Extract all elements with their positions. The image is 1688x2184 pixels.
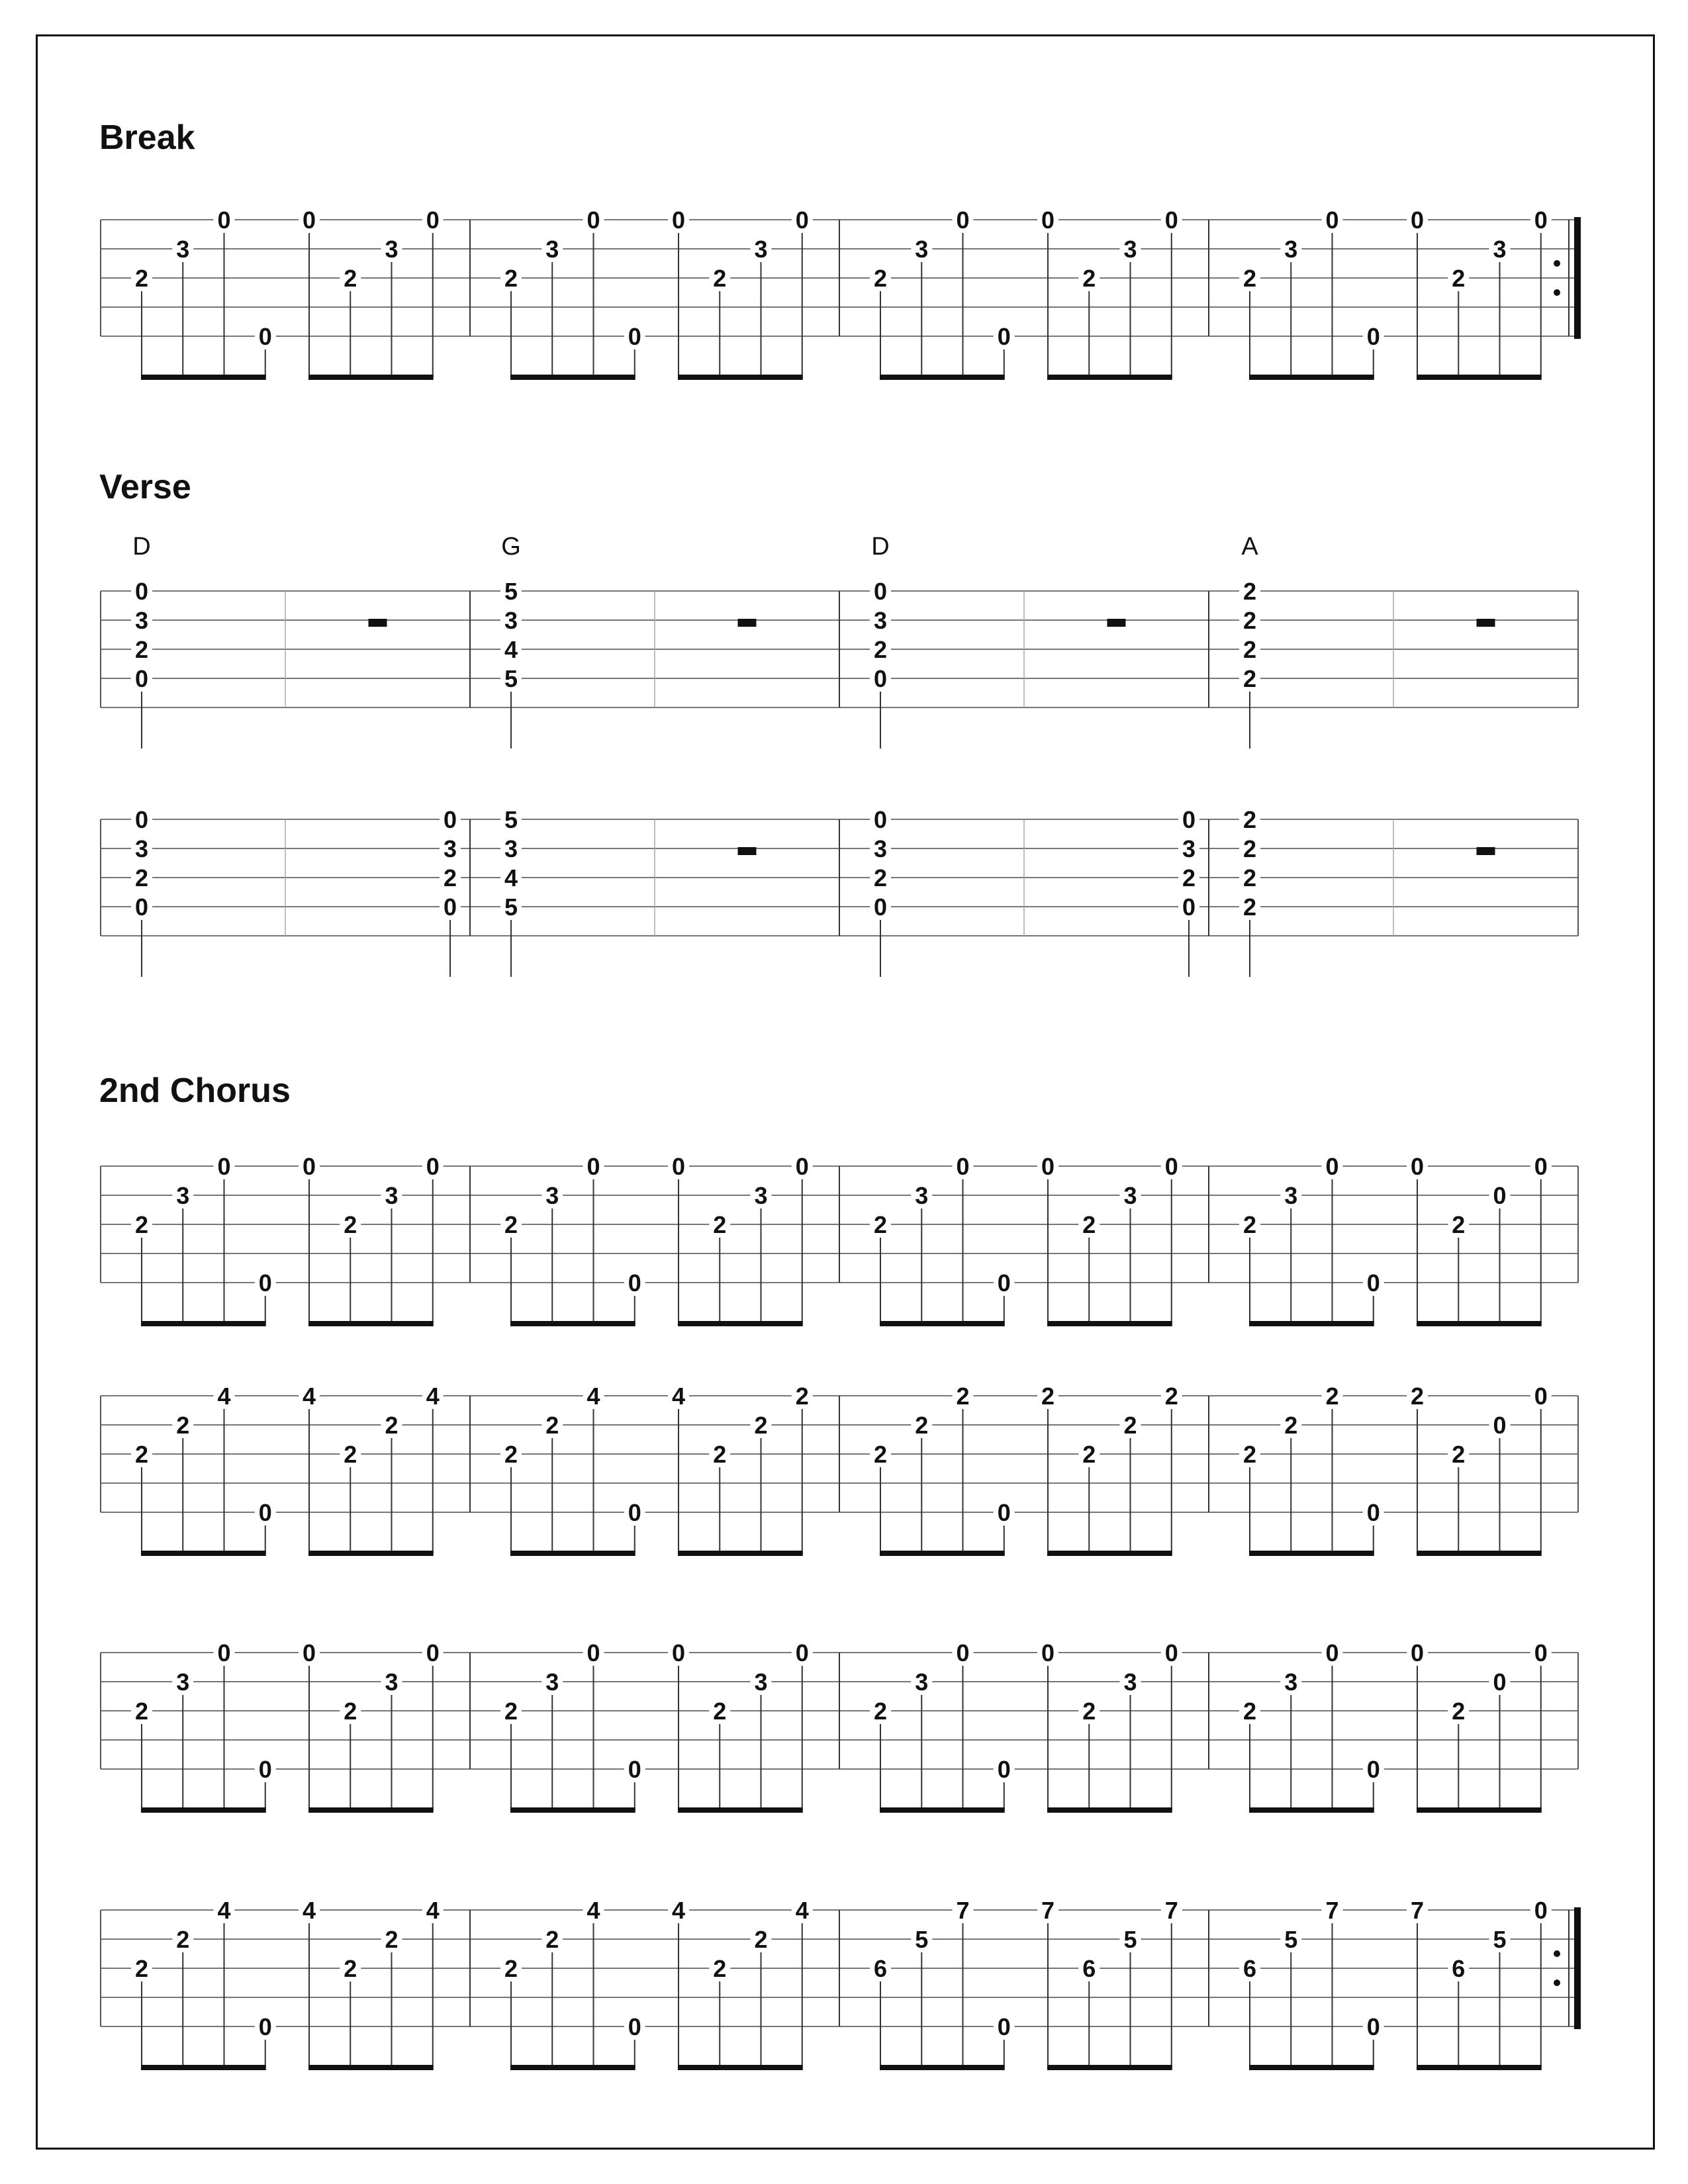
chorus-system-4-fret-number: 6: [1452, 1955, 1466, 1982]
chorus-system-1-fret-number: 0: [1041, 1153, 1055, 1180]
chorus-system-4-fret-number: 2: [504, 1955, 518, 1982]
chorus-system-2-fret-number: 2: [956, 1383, 970, 1410]
chorus-system-2-fret-number: 4: [586, 1383, 600, 1410]
chorus-system-2-beam: [1417, 1551, 1542, 1556]
chorus-system-3-fret-number: 2: [344, 1698, 357, 1725]
break-system-fret-number: 3: [545, 236, 559, 263]
chorus-system-1-fret-number: 0: [1164, 1153, 1178, 1180]
chorus-system-4-fret-number: 2: [134, 1955, 149, 1982]
chorus-system-3-fret-number: 0: [628, 1756, 641, 1783]
chorus-system-1-fret-number: 2: [713, 1211, 727, 1238]
chorus-system-1-fret-number: 0: [586, 1153, 600, 1180]
break-system-beam: [1417, 375, 1542, 380]
chorus-system-3-fret-number: 2: [504, 1698, 518, 1725]
break-system-fret-number: 2: [713, 265, 727, 292]
chorus-system-4-fret-number: 7: [956, 1897, 970, 1924]
chorus-system-3-fret-number: 0: [956, 1639, 970, 1666]
verse-system-1-fret-number: 2: [1243, 636, 1257, 663]
break-system-fret-number: 2: [1452, 265, 1466, 292]
chorus-system-2-fret-number: 0: [1493, 1412, 1507, 1439]
verse-system-2-fret-number: 4: [504, 864, 518, 891]
chorus-system-2-fret-number: 2: [504, 1441, 518, 1468]
break-system-end-repeat-dot: [1554, 260, 1560, 267]
chorus-system-3-fret-number: 0: [217, 1639, 231, 1666]
break-system-fret-number: 0: [426, 206, 440, 234]
break-system-fret-number: 2: [873, 265, 888, 292]
chorus-system-2-fret-number: 2: [1325, 1383, 1339, 1410]
chorus-system-2-fret-number: 2: [915, 1412, 929, 1439]
chorus-system-4-fret-number: 7: [1041, 1897, 1055, 1924]
chorus-system-3-fret-number: 2: [134, 1698, 149, 1725]
chorus-system-1-fret-number: 3: [176, 1182, 190, 1209]
chorus-system-1-fret-number: 2: [1082, 1211, 1096, 1238]
verse-system-2-fret-number: 0: [443, 893, 457, 921]
chorus-system-4-beam: [1249, 2065, 1374, 2070]
verse-system-1-fret-number: 2: [873, 636, 888, 663]
verse-system-1-fret-number: 4: [504, 636, 518, 663]
chorus-system-3-fret-number: 2: [713, 1698, 727, 1725]
chorus-system-2-fret-number: 4: [671, 1383, 686, 1410]
verse-system-2-fret-number: 0: [134, 806, 149, 833]
verse-system-1-fret-number: 2: [1243, 665, 1257, 692]
chorus-system-1-beam: [1047, 1321, 1172, 1326]
chorus-system-1-beam: [510, 1321, 635, 1326]
chorus-system-1-fret-number: 0: [1410, 1153, 1425, 1180]
verse-system-2-fret-number: 0: [443, 806, 457, 833]
break-system-fret-number: 3: [385, 236, 399, 263]
chorus-system-2-beam: [1047, 1551, 1172, 1556]
break-system-end-repeat-thick: [1574, 217, 1581, 339]
break-system-beam: [1249, 375, 1374, 380]
verse-system-1-fret-number: 5: [504, 578, 518, 605]
chorus-system-2-fret-number: 4: [302, 1383, 316, 1410]
verse-system-1-chord-name: A: [1241, 533, 1258, 561]
chorus-system-4-fret-number: 0: [258, 2013, 272, 2040]
break-system-fret-number: 2: [1082, 265, 1096, 292]
chorus-system-4-fret-number: 6: [1243, 1955, 1257, 1982]
chorus-system-4-fret-number: 0: [997, 2013, 1011, 2040]
chorus-system-2-fret-number: 2: [754, 1412, 768, 1439]
chorus-system-4-beam: [880, 2065, 1005, 2070]
verse-system-1-fret-number: 3: [504, 607, 518, 634]
chorus-system-2-fret-number: 2: [176, 1412, 190, 1439]
chorus-system-2-fret-number: 2: [344, 1441, 357, 1468]
chorus-system-3-fret-number: 3: [754, 1668, 768, 1696]
verse-system-1-fret-number: 0: [873, 578, 888, 605]
verse-system-2-fret-number: 2: [1182, 864, 1196, 891]
chorus-system-1-fret-number: 0: [1366, 1269, 1380, 1297]
verse-system-2-fret-number: 0: [873, 806, 888, 833]
chorus-system-1-beam: [880, 1321, 1005, 1326]
chorus-system-2-beam: [510, 1551, 635, 1556]
chorus-system-3-fret-number: 0: [1325, 1639, 1339, 1666]
chorus-system-1-beam: [141, 1321, 266, 1326]
verse-system-1-fret-number: 3: [134, 607, 149, 634]
chorus-system-3-fret-number: 0: [1041, 1639, 1055, 1666]
chorus-system-3-beam: [141, 1807, 266, 1813]
chorus-system-2-fret-number: 2: [1164, 1383, 1178, 1410]
chorus-system-1-fret-number: 0: [997, 1269, 1011, 1297]
chorus-system-2-fret-number: 2: [545, 1412, 559, 1439]
chorus-system-1-fret-number: 0: [1534, 1153, 1548, 1180]
chorus-system-2-fret-number: 2: [1284, 1412, 1298, 1439]
chorus-system-2-beam: [678, 1551, 803, 1556]
chorus-system-4-fret-number: 7: [1325, 1897, 1339, 1924]
chorus-system-3-beam: [678, 1807, 803, 1813]
chorus-system-1-fret-number: 3: [1284, 1182, 1298, 1209]
verse-system-1-fret-number: 0: [134, 665, 149, 692]
chorus-system-2-fret-number: 4: [426, 1383, 440, 1410]
chorus-system-3-fret-number: 0: [302, 1639, 316, 1666]
chorus-system-3-fret-number: 2: [873, 1698, 888, 1725]
chorus-system-4-fret-number: 2: [385, 1926, 399, 1953]
verse-system-2-fret-number: 5: [504, 806, 518, 833]
verse-system-2-fret-number: 0: [873, 893, 888, 921]
chorus-system-4-fret-number: 4: [217, 1897, 231, 1924]
chorus-system-3-beam: [308, 1807, 434, 1813]
chorus-system-4-fret-number: 0: [1534, 1897, 1548, 1924]
break-system-fret-number: 0: [1366, 323, 1380, 350]
chorus-system-4-fret-number: 5: [915, 1926, 929, 1953]
chorus-system-2-beam: [1249, 1551, 1374, 1556]
break-system-beam: [1047, 375, 1172, 380]
break-system-fret-number: 0: [1410, 206, 1425, 234]
chorus-system-3-beam: [510, 1807, 635, 1813]
chorus-system-2-beam: [308, 1551, 434, 1556]
chorus-system-4-beam: [678, 2065, 803, 2070]
break-system-beam: [308, 375, 434, 380]
break-system-fret-number: 0: [217, 206, 231, 234]
verse-system-1-fret-number: 0: [873, 665, 888, 692]
chorus-system-1-beam: [1417, 1321, 1542, 1326]
section-title-break: Break: [99, 118, 195, 157]
break-system-fret-number: 2: [344, 265, 357, 292]
chorus-system-4-fret-number: 5: [1284, 1926, 1298, 1953]
chorus-system-1-fret-number: 0: [795, 1153, 809, 1180]
verse-system-1-fret-number: 0: [134, 578, 149, 605]
break-system-fret-number: 0: [1041, 206, 1055, 234]
chorus-system-3-beam: [880, 1807, 1005, 1813]
chorus-system-1-fret-number: 2: [873, 1211, 888, 1238]
verse-system-1-fret-number: 2: [1243, 607, 1257, 634]
chorus-system-2-fret-number: 0: [628, 1499, 641, 1526]
chorus-system-4-beam: [308, 2065, 434, 2070]
verse-system-2-fret-number: 2: [873, 864, 888, 891]
chorus-system-4-fret-number: 4: [302, 1897, 316, 1924]
chorus-system-2-fret-number: 0: [1534, 1383, 1548, 1410]
verse-system-2-fret-number: 3: [134, 835, 149, 862]
chorus-system-4-beam: [141, 2065, 266, 2070]
verse-system-2-fret-number: 2: [134, 864, 149, 891]
chorus-system-1-beam: [678, 1321, 803, 1326]
chorus-system-1-fret-number: 2: [344, 1211, 357, 1238]
chorus-system-1-fret-number: 0: [1493, 1182, 1507, 1209]
chorus-system-3-fret-number: 3: [915, 1668, 929, 1696]
break-system-fret-number: 0: [997, 323, 1011, 350]
chorus-system-1-fret-number: 0: [628, 1269, 641, 1297]
verse-system-2-fret-number: 2: [1243, 864, 1257, 891]
break-system-fret-number: 0: [795, 206, 809, 234]
chorus-system-2-fret-number: 2: [873, 1441, 888, 1468]
chorus-system-2-beam: [141, 1551, 266, 1556]
break-system-fret-number: 3: [1123, 236, 1137, 263]
break-system-beam: [510, 375, 635, 380]
chorus-system-2-beam: [880, 1551, 1005, 1556]
break-system-fret-number: 2: [134, 265, 149, 292]
chorus-system-4-fret-number: 2: [344, 1955, 357, 1982]
chorus-system-3-fret-number: 0: [1534, 1639, 1548, 1666]
break-system-beam: [141, 375, 266, 380]
verse-system-2-fret-number: 2: [1243, 835, 1257, 862]
chorus-system-4-fret-number: 0: [628, 2013, 641, 2040]
verse-system-1-half-rest: [1477, 619, 1495, 627]
chorus-system-4-fret-number: 0: [1366, 2013, 1380, 2040]
chorus-system-1-fret-number: 2: [1452, 1211, 1466, 1238]
chorus-system-3-beam: [1417, 1807, 1542, 1813]
chorus-system-4-fret-number: 7: [1410, 1897, 1425, 1924]
chorus-system-1-fret-number: 3: [385, 1182, 399, 1209]
chorus-system-1-fret-number: 0: [258, 1269, 272, 1297]
chorus-system-3-fret-number: 0: [1493, 1668, 1507, 1696]
break-system-fret-number: 0: [956, 206, 970, 234]
chorus-system-2-fret-number: 2: [1123, 1412, 1137, 1439]
chorus-system-2-fret-number: 2: [1410, 1383, 1425, 1410]
break-system-beam: [880, 375, 1005, 380]
verse-system-2-fret-number: 3: [504, 835, 518, 862]
break-system-beam: [678, 375, 803, 380]
chorus-system-3-beam: [1249, 1807, 1374, 1813]
chorus-system-3-fret-number: 0: [1164, 1639, 1178, 1666]
chorus-system-1-fret-number: 2: [1243, 1211, 1257, 1238]
chorus-system-2-fret-number: 4: [217, 1383, 231, 1410]
chorus-system-4-fret-number: 4: [795, 1897, 809, 1924]
verse-system-2-fret-number: 0: [1182, 893, 1196, 921]
chorus-system-4-fret-number: 6: [1082, 1955, 1096, 1982]
verse-system-2-fret-number: 2: [1243, 893, 1257, 921]
chorus-system-1-fret-number: 3: [754, 1182, 768, 1209]
verse-system-2-half-rest: [1477, 847, 1495, 855]
verse-system-2-fret-number: 3: [873, 835, 888, 862]
break-system-fret-number: 3: [1493, 236, 1507, 263]
verse-system-2-fret-number: 3: [1182, 835, 1196, 862]
chorus-system-2-fret-number: 2: [795, 1383, 809, 1410]
chorus-system-2-fret-number: 0: [1366, 1499, 1380, 1526]
chorus-system-3-fret-number: 3: [545, 1668, 559, 1696]
chorus-system-2-fret-number: 2: [134, 1441, 149, 1468]
chorus-system-4-end-repeat-dot: [1554, 1979, 1560, 1986]
chorus-system-4-fret-number: 5: [1493, 1926, 1507, 1953]
verse-system-1-fret-number: 2: [134, 636, 149, 663]
chorus-system-2-fret-number: 0: [258, 1499, 272, 1526]
chorus-system-4-fret-number: 7: [1164, 1897, 1178, 1924]
verse-system-1-half-rest: [1107, 619, 1126, 627]
chorus-system-4-fret-number: 6: [873, 1955, 888, 1982]
break-system-fret-number: 3: [1284, 236, 1298, 263]
break-system-fret-number: 0: [1325, 206, 1339, 234]
section-title-2nd-chorus: 2nd Chorus: [99, 1071, 291, 1110]
chorus-system-2-fret-number: 2: [385, 1412, 399, 1439]
chorus-system-4-end-repeat-thick: [1574, 1907, 1581, 2029]
verse-system-2-fret-number: 5: [504, 893, 518, 921]
chorus-system-1-fret-number: 0: [1325, 1153, 1339, 1180]
chorus-system-3-fret-number: 3: [385, 1668, 399, 1696]
chorus-system-4-fret-number: 2: [176, 1926, 190, 1953]
chorus-system-2-fret-number: 2: [1041, 1383, 1055, 1410]
chorus-system-1-fret-number: 0: [671, 1153, 686, 1180]
chorus-system-2-fret-number: 2: [1452, 1441, 1466, 1468]
chorus-system-4-fret-number: 2: [713, 1955, 727, 1982]
verse-system-2-fret-number: 0: [134, 893, 149, 921]
chorus-system-3-fret-number: 0: [586, 1639, 600, 1666]
chorus-system-4-fret-number: 4: [671, 1897, 686, 1924]
chorus-system-4-fret-number: 2: [754, 1926, 768, 1953]
chorus-system-1-fret-number: 3: [1123, 1182, 1137, 1209]
chorus-system-1-fret-number: 0: [302, 1153, 316, 1180]
chorus-system-1-beam: [1249, 1321, 1374, 1326]
chorus-system-4-fret-number: 5: [1123, 1926, 1137, 1953]
verse-system-1-fret-number: 5: [504, 665, 518, 692]
chorus-system-2-fret-number: 2: [1082, 1441, 1096, 1468]
chorus-system-3-fret-number: 0: [1366, 1756, 1380, 1783]
chorus-system-4-beam: [1417, 2065, 1542, 2070]
chorus-system-2-fret-number: 2: [713, 1441, 727, 1468]
chorus-system-1-fret-number: 2: [504, 1211, 518, 1238]
chorus-system-4-end-repeat-dot: [1554, 1950, 1560, 1957]
section-title-verse: Verse: [99, 468, 191, 506]
break-system-fret-number: 0: [258, 323, 272, 350]
verse-system-1-fret-number: 3: [873, 607, 888, 634]
chorus-system-1-fret-number: 3: [915, 1182, 929, 1209]
break-system-end-repeat-dot: [1554, 289, 1560, 296]
chorus-system-3-fret-number: 0: [671, 1639, 686, 1666]
chorus-system-4-fret-number: 4: [586, 1897, 600, 1924]
chorus-system-3-fret-number: 3: [176, 1668, 190, 1696]
chorus-system-4-beam: [510, 2065, 635, 2070]
verse-system-2-fret-number: 0: [1182, 806, 1196, 833]
verse-system-1-half-rest: [369, 619, 387, 627]
verse-system-2-fret-number: 3: [443, 835, 457, 862]
chorus-system-4-beam: [1047, 2065, 1172, 2070]
break-system-fret-number: 0: [671, 206, 686, 234]
chorus-system-3-fret-number: 3: [1123, 1668, 1137, 1696]
verse-system-2-fret-number: 2: [1243, 806, 1257, 833]
break-system-fret-number: 0: [586, 206, 600, 234]
chorus-system-3-fret-number: 2: [1243, 1698, 1257, 1725]
chorus-system-4-fret-number: 2: [545, 1926, 559, 1953]
verse-system-1-half-rest: [738, 619, 757, 627]
verse-system-1-chord-name: D: [871, 533, 890, 561]
verse-system-1-fret-number: 2: [1243, 578, 1257, 605]
break-system-fret-number: 2: [1243, 265, 1257, 292]
chorus-system-3-fret-number: 0: [426, 1639, 440, 1666]
break-system-fret-number: 3: [754, 236, 768, 263]
chorus-system-3-fret-number: 3: [1284, 1668, 1298, 1696]
break-system-fret-number: 0: [1534, 206, 1548, 234]
chorus-system-2-fret-number: 2: [1243, 1441, 1257, 1468]
break-system-fret-number: 3: [176, 236, 190, 263]
verse-system-2-fret-number: 2: [443, 864, 457, 891]
chorus-system-1-fret-number: 2: [134, 1211, 149, 1238]
break-system-fret-number: 0: [628, 323, 641, 350]
chorus-system-3-fret-number: 0: [258, 1756, 272, 1783]
chorus-system-1-fret-number: 0: [217, 1153, 231, 1180]
break-system-fret-number: 2: [504, 265, 518, 292]
verse-system-2-half-rest: [738, 847, 757, 855]
chorus-system-1-beam: [308, 1321, 434, 1326]
chorus-system-3-fret-number: 0: [1410, 1639, 1425, 1666]
chorus-system-4-fret-number: 4: [426, 1897, 440, 1924]
chorus-system-3-fret-number: 0: [795, 1639, 809, 1666]
break-system-fret-number: 0: [302, 206, 316, 234]
chorus-system-3-fret-number: 0: [997, 1756, 1011, 1783]
break-system-fret-number: 0: [1164, 206, 1178, 234]
verse-system-1-chord-name: D: [132, 533, 151, 561]
chorus-system-1-fret-number: 0: [956, 1153, 970, 1180]
chorus-system-1-fret-number: 0: [426, 1153, 440, 1180]
chorus-system-3-beam: [1047, 1807, 1172, 1813]
chorus-system-1-fret-number: 3: [545, 1182, 559, 1209]
chorus-system-2-fret-number: 0: [997, 1499, 1011, 1526]
verse-system-1-chord-name: G: [501, 533, 521, 561]
chorus-system-3-fret-number: 2: [1452, 1698, 1466, 1725]
chorus-system-3-fret-number: 2: [1082, 1698, 1096, 1725]
break-system-fret-number: 3: [915, 236, 929, 263]
